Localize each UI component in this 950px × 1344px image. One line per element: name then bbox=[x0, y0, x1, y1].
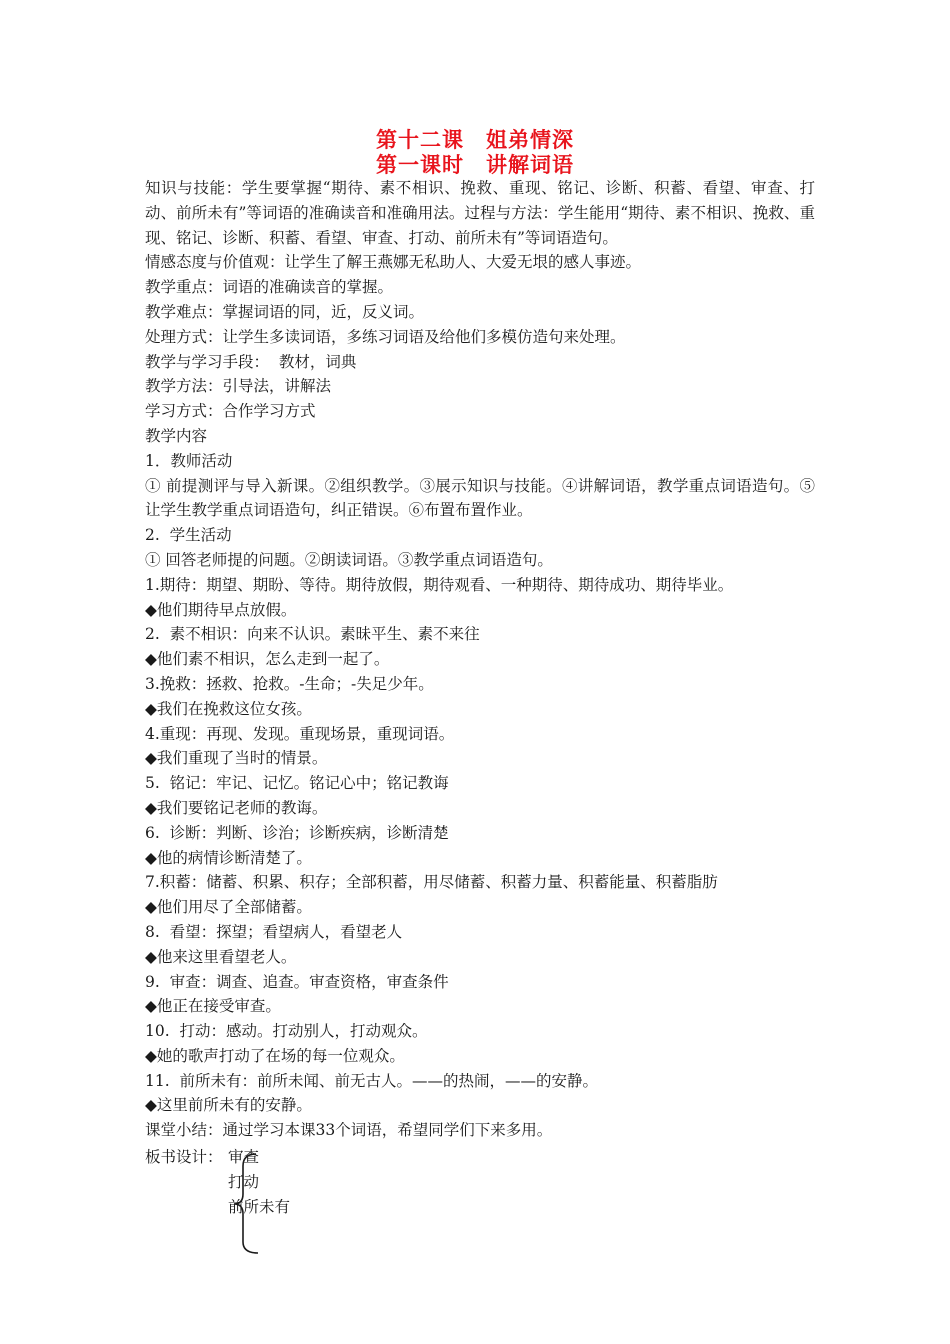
teacher-heading: 1．教师活动 bbox=[145, 451, 233, 470]
word-example: ◆这里前所未有的安静。 bbox=[145, 1096, 312, 1115]
means: 教学与学习手段： 教材，词典 bbox=[145, 352, 357, 371]
word-entry: 9. 审查：调查、追查。审查资格，审查条件 bbox=[145, 972, 449, 991]
key-point: 教学重点：词语的准确读音的掌握。 bbox=[145, 278, 394, 297]
board-word: 前所未有 bbox=[228, 1198, 291, 1216]
word-example: ◆他们素不相识，怎么走到一起了。 bbox=[145, 650, 390, 669]
word-entry: 5. 铭记：牢记、记忆。铭记心中；铭记教诲 bbox=[145, 774, 449, 793]
period-name: 讲解词语 bbox=[486, 152, 574, 177]
emotion-paragraph: 情感态度与价值观：让学生了解王燕娜无私助人、大爱无垠的感人事迹。 bbox=[145, 253, 642, 272]
board-word: 打动 bbox=[228, 1173, 260, 1191]
word-example: ◆我们重现了当时的情景。 bbox=[145, 749, 328, 768]
word-example: ◆他正在接受审查。 bbox=[145, 997, 281, 1016]
handling: 处理方式：让学生多读词语，多练习词语及给他们多模仿造句来处理。 bbox=[145, 327, 626, 346]
word-entry: 6. 诊断：判断、诊治；诊断疾病，诊断清楚 bbox=[145, 823, 449, 842]
word-example: ◆他的病情诊断清楚了。 bbox=[145, 848, 312, 867]
goals-paragraph: 知识与技能：学生要掌握“期待、素不相识、挽救、重现、铭记、诊断、积蓄、看望、审查、打动、前所未有”等词语的准确读音和准确用法。过程与方法：学生能用“期待、素不相识、挽救、重现、铭记、诊断、积蓄、看望、审查、打动、前所未有”等词语造句。 bbox=[145, 179, 815, 247]
word-example: ◆她的歌声打动了在场的每一位观众。 bbox=[145, 1046, 405, 1065]
class-summary: 课堂小结：通过学习本课33个词语，希望同学们下来多用。 bbox=[145, 1121, 553, 1140]
word-entry: 11. 前所未有：前所未闻、前无古人。——的热闹，——的安静。 bbox=[145, 1071, 599, 1090]
word-entry: 8. 看望：探望；看望病人，看望老人 bbox=[145, 922, 403, 941]
period-number: 第一课时 bbox=[376, 152, 464, 177]
study-mode: 学习方式：合作学习方式 bbox=[145, 402, 316, 421]
word-example: ◆他们期待早点放假。 bbox=[145, 600, 297, 619]
left-brace-icon bbox=[230, 1152, 270, 1256]
difficulty: 教学难点：掌握词语的同，近，反义词。 bbox=[145, 302, 425, 321]
student-heading: 2. 学生活动 bbox=[145, 526, 232, 545]
document-body bbox=[145, 176, 815, 1143]
lesson-name: 姐弟情深 bbox=[486, 127, 574, 152]
word-entry: 4.重现：再现、发现。重现场景，重现词语。 bbox=[145, 724, 455, 743]
period-title bbox=[0, 149, 950, 179]
word-example: ◆我们要铭记老师的教诲。 bbox=[145, 798, 328, 817]
teacher-steps: ① 前提测评与导入新课。②组织教学。③展示知识与技能。④讲解词语，教学重点词语造句。⑤让学生教学重点词语造句，纠正错误。⑥布置布置作业。 bbox=[145, 476, 815, 520]
word-example: ◆他来这里看望老人。 bbox=[145, 947, 297, 966]
word-example: ◆他们用尽了全部储蓄。 bbox=[145, 898, 312, 917]
student-steps: ① 回答老师提的问题。②朗读词语。③教学重点词语造句。 bbox=[145, 550, 553, 569]
word-entry: 3.挽救：拯救、抢救。-生命；-失足少年。 bbox=[145, 674, 434, 693]
board-label: 板书设计： bbox=[145, 1148, 223, 1166]
lesson-number: 第十二课 bbox=[376, 127, 464, 152]
word-example: ◆我们在挽救这位女孩。 bbox=[145, 699, 312, 718]
word-entry: 2. 素不相识：向来不认识。素昧平生、素不来往 bbox=[145, 625, 480, 644]
word-entry: 7.积蓄：储蓄、积累、积存；全部积蓄，用尽储蓄、积蓄力量、积蓄能量、积蓄脂肪 bbox=[145, 873, 718, 892]
content-heading: 教学内容 bbox=[145, 426, 208, 445]
word-entry: 1.期待：期望、期盼、等待。期待放假，期待观看、一种期待、期待成功、期待毕业。 bbox=[145, 575, 734, 594]
word-entry: 10. 打动：感动。打动别人，打动观众。 bbox=[145, 1022, 428, 1041]
board-word: 审查 bbox=[228, 1148, 260, 1166]
method: 教学方法：引导法，讲解法 bbox=[145, 377, 332, 396]
